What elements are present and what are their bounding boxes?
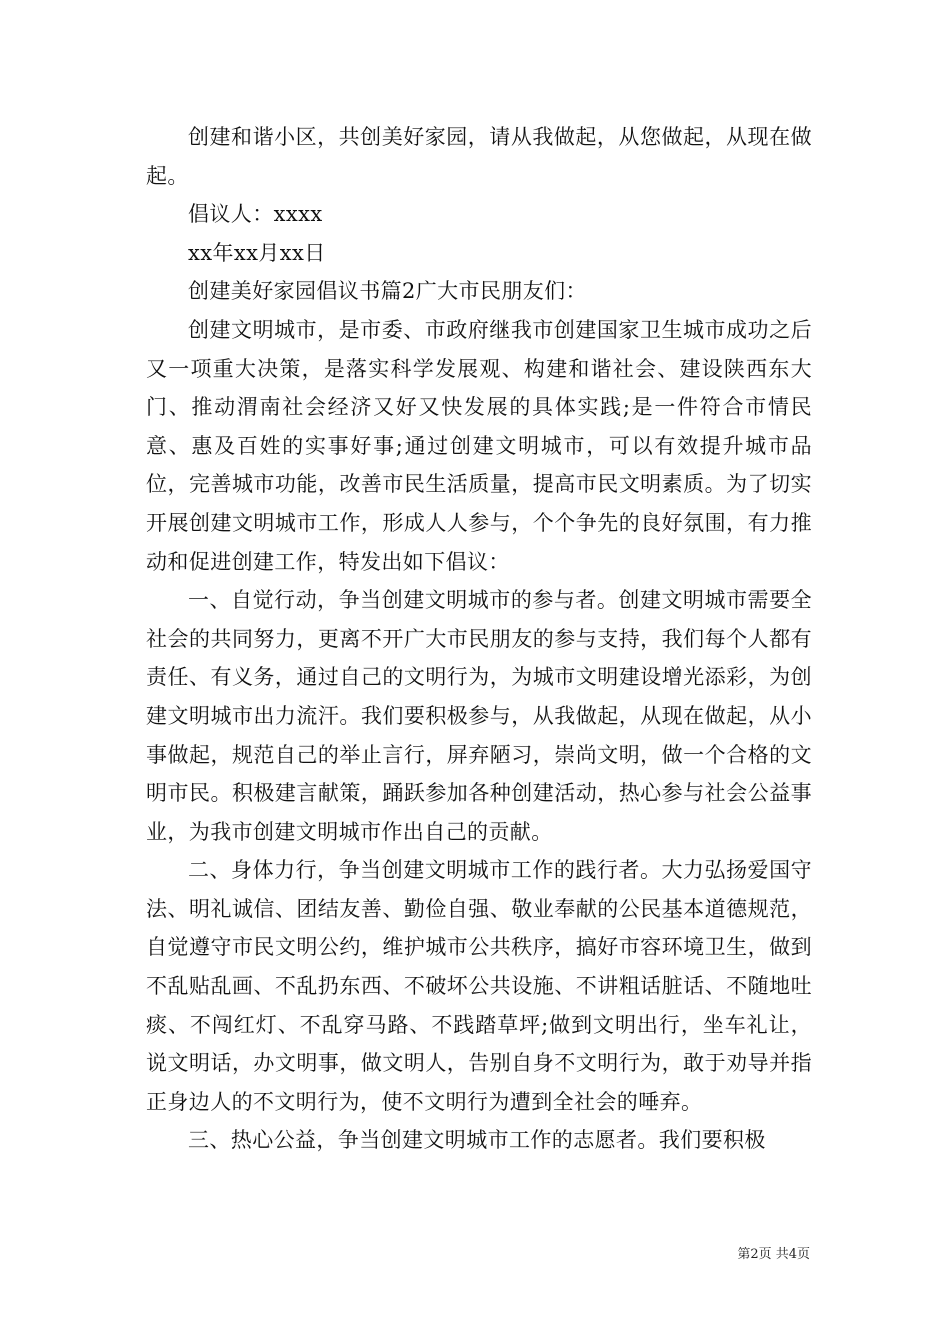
page-number-footer: 第2页 共4页 — [737, 1247, 810, 1262]
paragraph-section-heading: 创建美好家园倡议书篇2广大市民朋友们： — [188, 279, 587, 304]
paragraph-point-two: 二、身体力行，争当创建文明城市工作的践行者。大力弘扬爱国守法、明礼诚信、团结友善、勤俭自强、敬业奉献的公民基本道德规范，自觉遵守市民文明公约，维护城市公共秩序，搞好市容环境卫生，做到不乱贴乱画、不乱扔东西、不破坏公共设施、不讲粗话脏话、不随地吐痰、不闯红灯、不乱穿马路、不践踏草坪;做到文明出行，坐车礼让，说文明话，办文明事，做文明人，告别自身不文明行为，敢于劝导并指正身边人的不文明行为，使不文明行为遭到全社会的唾弃。 — [146, 858, 812, 1114]
paragraph-date: xx年xx月xx日 — [188, 240, 326, 265]
paragraph-intro: 创建文明城市，是市委、市政府继我市创建国家卫生城市成功之后又一项重大决策，是落实科学发展观、构建和谐社会、建设陕西东大门、推动渭南社会经济又好又快发展的具体实践;是一件符合市情民意、惠及百姓的实事好事;通过创建文明城市，可以有效提升城市品位，完善城市功能，改善市民生活质量，提高市民文明素质。为了切实开展创建文明城市工作，形成人人参与，个个争先的良好氛围，有力推动和促进创建工作，特发出如下倡议： — [146, 317, 812, 574]
paragraph-signatory: 倡议人：xxxx — [188, 202, 323, 227]
paragraph-closing-call: 创建和谐小区，共创美好家园，请从我做起，从您做起，从现在做起。 — [146, 125, 812, 188]
paragraph-point-three: 三、热心公益，争当创建文明城市工作的志愿者。我们要积极 — [188, 1128, 766, 1153]
document-body — [146, 118, 812, 1160]
paragraph-point-one: 一、自觉行动，争当创建文明城市的参与者。创建文明城市需要全社会的共同努力，更离不开广大市民朋友的参与支持，我们每个人都有责任、有义务，通过自己的文明行为，为城市文明建设增光添彩，为创建文明城市出力流汗。我们要积极参与，从我做起，从现在做起，从小事做起，规范自己的举止言行，屏弃陋习，崇尚文明，做一个合格的文明市民。积极建言献策，踊跃参加各种创建活动，热心参与社会公益事业，为我市创建文明城市作出自己的贡献。 — [146, 588, 812, 844]
